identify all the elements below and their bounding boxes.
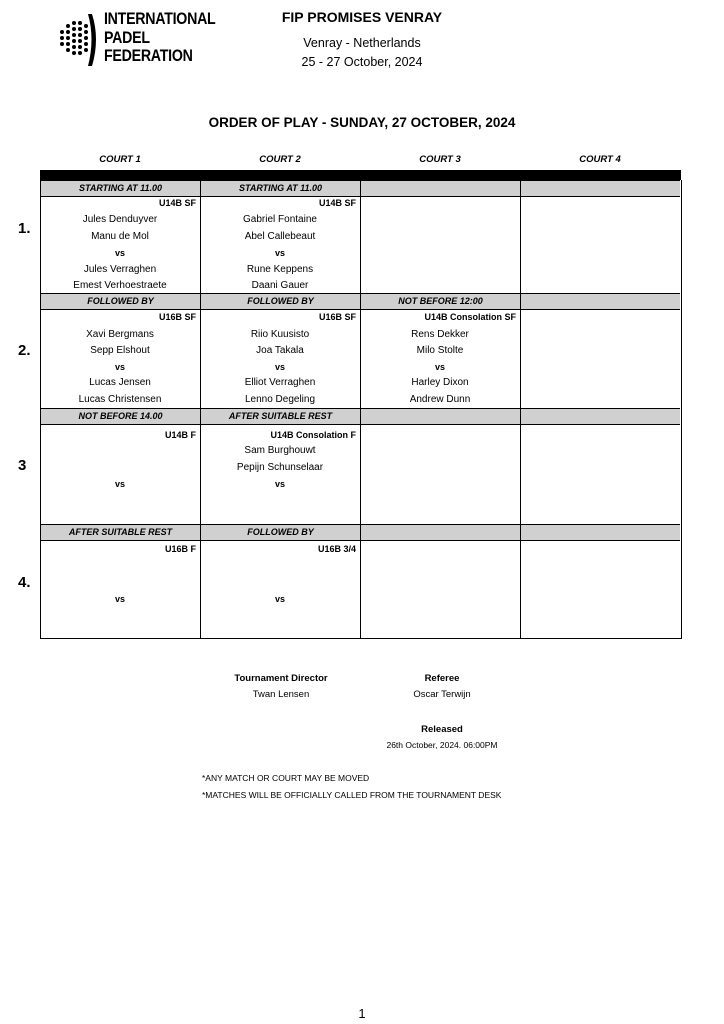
logo-wordmark (104, 10, 215, 66)
match-category: U16B SF (318, 312, 356, 322)
row-number: 1. (18, 220, 31, 237)
time-band (361, 524, 520, 541)
match-category: U16B SF (158, 312, 196, 322)
time-band (521, 293, 680, 310)
time-band: STARTING AT 11.00 (201, 180, 360, 197)
vs-label: vs (274, 594, 285, 604)
player-name: Milo Stolte (416, 345, 464, 356)
player-name: Andrew Dunn (409, 394, 471, 405)
footnote: *MATCHES WILL BE OFFICIALLY CALLED FROM THE TOURNAMENT DESK (202, 790, 502, 800)
player-name: Emest Verhoestraete (73, 280, 167, 291)
match-category: U14B F (164, 430, 196, 440)
player-name: Sepp Elshout (90, 345, 150, 356)
time-band (361, 408, 520, 425)
vs-label: vs (434, 362, 445, 372)
match-category: U14B Consolation F (270, 430, 356, 440)
player-name: Jules Denduyver (82, 214, 158, 225)
row-number: 3 (18, 457, 27, 474)
time-band: FOLLOWED BY (201, 293, 360, 310)
player-name: Gabriel Fontaine (243, 214, 317, 225)
schedule-top-bar (40, 170, 681, 180)
referee-label: Referee (424, 673, 460, 684)
court-header-3: COURT 3 (419, 154, 461, 165)
time-band: NOT BEFORE 12:00 (361, 293, 520, 310)
match-category: U14B SF (158, 198, 196, 208)
row-number: 4. (18, 574, 31, 591)
match-category: U16B 3/4 (317, 544, 356, 554)
footnote: *ANY MATCH OR COURT MAY BE MOVED (202, 773, 370, 783)
time-band: NOT BEFORE 14.00 (41, 408, 200, 425)
vs-label: vs (274, 248, 285, 258)
event-title: FIP PROMISES VENRAY (281, 9, 443, 25)
player-name: Manu de Mol (91, 231, 149, 242)
player-name: Sam Burghouwt (244, 445, 316, 456)
court-header-4: COURT 4 (579, 154, 621, 165)
released-timestamp: 26th October, 2024. 06:00PM (386, 740, 498, 750)
time-band (521, 524, 680, 541)
logo-line-3: FEDERATION (104, 47, 193, 65)
referee-name: Oscar Terwijn (413, 689, 471, 700)
player-name: Rens Dekker (411, 329, 469, 340)
vs-label: vs (114, 248, 125, 258)
player-name: Rune Keppens (246, 264, 314, 275)
player-name: Pepijn Schunselaar (236, 462, 324, 473)
time-band: AFTER SUITABLE REST (41, 524, 200, 541)
time-band: FOLLOWED BY (41, 293, 200, 310)
court-header-2: COURT 2 (259, 154, 301, 165)
event-dates: 25 - 27 October, 2024 (301, 55, 423, 69)
page-title: ORDER OF PLAY - SUNDAY, 27 OCTOBER, 2024 (208, 115, 516, 130)
fip-logo (52, 8, 222, 70)
player-name: Xavi Bergmans (86, 329, 154, 340)
time-band (521, 180, 680, 197)
logo-line-2: PADEL (104, 28, 150, 47)
director-label: Tournament Director (234, 673, 328, 684)
time-band: AFTER SUITABLE REST (201, 408, 360, 425)
player-name: Harley Dixon (411, 377, 469, 388)
released-label: Released (421, 724, 463, 735)
match-category: U16B F (164, 544, 196, 554)
court-header-1: COURT 1 (99, 154, 141, 165)
row-number: 2. (18, 342, 31, 359)
player-name: Abel Callebeaut (244, 231, 316, 242)
player-name: Riio Kuusisto (250, 329, 310, 340)
director-name: Twan Lensen (252, 689, 310, 700)
player-name: Lenno Degeling (244, 394, 316, 405)
player-name: Joa Takala (256, 345, 304, 356)
match-category: U14B Consolation SF (424, 312, 516, 322)
player-name: Lucas Christensen (78, 394, 162, 405)
player-name: Lucas Jensen (89, 377, 151, 388)
vs-label: vs (114, 594, 125, 604)
time-band: STARTING AT 11.00 (41, 180, 200, 197)
time-band (521, 408, 680, 425)
padel-ball-logo-icon (52, 10, 100, 68)
player-name: Daani Gauer (251, 280, 309, 291)
player-name: Elliot Verraghen (244, 377, 316, 388)
vs-label: vs (274, 479, 285, 489)
time-band: FOLLOWED BY (201, 524, 360, 541)
time-band (361, 180, 520, 197)
vs-label: vs (274, 362, 285, 372)
page-number: 1 (358, 1006, 366, 1021)
vs-label: vs (114, 362, 125, 372)
logo-line-1: INTERNATIONAL (104, 10, 216, 28)
match-category: U14B SF (318, 198, 356, 208)
event-location: Venray - Netherlands (303, 36, 421, 50)
player-name: Jules Verraghen (83, 264, 157, 275)
vs-label: vs (114, 479, 125, 489)
